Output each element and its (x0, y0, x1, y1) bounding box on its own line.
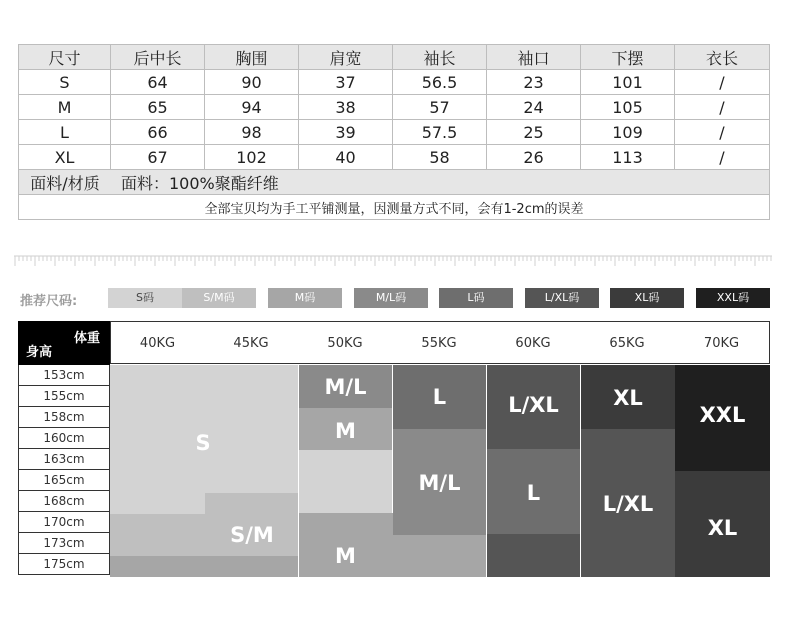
table-row (19, 70, 770, 95)
height-label: 身高 (26, 345, 53, 360)
size-region-label: L/XL (602, 492, 654, 516)
table-cell: 24 (487, 95, 581, 120)
table-cell: 袖长 (393, 45, 487, 70)
height-row-label: 170cm (18, 512, 110, 533)
table-cell: 101 (581, 70, 675, 95)
size-region (205, 493, 298, 514)
height-row-label: 155cm (18, 386, 110, 407)
legend-chip: M/L码 (354, 288, 428, 308)
table-row (19, 95, 770, 120)
size-region-label: M (335, 544, 356, 568)
table-cell: 肩宽 (299, 45, 393, 70)
note-row (19, 195, 770, 220)
size-region (110, 365, 298, 493)
table-cell: 105 (581, 95, 675, 120)
legend-chip: XL码 (610, 288, 684, 308)
table-cell: 尺寸 (19, 45, 111, 70)
table-cell: 25 (487, 120, 581, 145)
size-region-label: L (432, 385, 447, 409)
table-row (19, 145, 770, 170)
fabric-value: 面料：100%聚酯纤维 (121, 173, 279, 193)
table-cell: 下摆 (581, 45, 675, 70)
table-cell: 后中长 (111, 45, 205, 70)
legend-chip: XXL码 (696, 288, 770, 308)
table-cell: 102 (205, 145, 299, 170)
legend-chip: L/XL码 (525, 288, 599, 308)
size-table (18, 44, 770, 220)
fabric-label: 面料/材质 (30, 173, 100, 193)
size-region-label: S (195, 431, 211, 455)
size-region (110, 493, 206, 514)
table-cell: / (675, 145, 770, 170)
table-cell: 56.5 (393, 70, 487, 95)
size-region-label: S/M (230, 523, 274, 547)
legend-chip: L码 (439, 288, 513, 308)
table-cell: L (19, 120, 111, 145)
size-region (299, 450, 392, 513)
table-cell: 37 (299, 70, 393, 95)
weight-header-cell: 65KG (580, 321, 675, 364)
legend-title: 推荐尺码: (20, 294, 78, 309)
table-cell: S (19, 70, 111, 95)
table-cell: 90 (205, 70, 299, 95)
table-cell: 109 (581, 120, 675, 145)
table-cell: / (675, 70, 770, 95)
legend-chip: M码 (268, 288, 342, 308)
table-cell: 40 (299, 145, 393, 170)
table-cell: 94 (205, 95, 299, 120)
table-cell: 57.5 (393, 120, 487, 145)
table-cell: 58 (393, 145, 487, 170)
height-row-label: 173cm (18, 533, 110, 554)
weight-header-cell: 40KG (110, 321, 205, 364)
table-cell: 113 (581, 145, 675, 170)
table-cell: 66 (111, 120, 205, 145)
table-cell: 26 (487, 145, 581, 170)
table-cell: 65 (111, 95, 205, 120)
height-row-label: 168cm (18, 491, 110, 512)
ruler-divider (14, 252, 772, 270)
table-cell: 胸围 (205, 45, 299, 70)
height-row-label: 158cm (18, 407, 110, 428)
fabric-row (19, 170, 770, 195)
size-region (110, 556, 298, 577)
table-cell: / (675, 120, 770, 145)
height-row-label: 165cm (18, 470, 110, 491)
height-row-label: 163cm (18, 449, 110, 470)
size-region-label: M (335, 419, 356, 443)
size-region-label: L/XL (508, 393, 559, 417)
height-row-label: 175cm (18, 554, 110, 575)
size-legend (0, 288, 790, 310)
table-cell: 袖口 (487, 45, 581, 70)
size-region-label: M/L (418, 471, 461, 495)
table-cell: 57 (393, 95, 487, 120)
size-region-label: L (526, 481, 541, 505)
table-cell: / (675, 95, 770, 120)
weight-header-cell: 55KG (392, 321, 487, 364)
table-cell: 39 (299, 120, 393, 145)
weight-header-cell: 70KG (674, 321, 770, 364)
table-cell: XL (19, 145, 111, 170)
fabric-cell (19, 170, 770, 195)
legend-chip: S/M码 (182, 288, 256, 308)
legend-chip: S码 (108, 288, 182, 308)
table-cell: 64 (111, 70, 205, 95)
table-cell: 23 (487, 70, 581, 95)
table-header-row (19, 45, 770, 70)
size-region-label: XL (613, 386, 643, 410)
weight-header-cell: 50KG (298, 321, 393, 364)
height-row-label: 153cm (18, 365, 110, 386)
size-region-label: XL (707, 516, 738, 540)
table-cell: M (19, 95, 111, 120)
grid-corner (18, 321, 110, 365)
height-row-label: 160cm (18, 428, 110, 449)
table-cell: 38 (299, 95, 393, 120)
table-row (19, 120, 770, 145)
size-region-label: XXL (699, 403, 746, 427)
weight-label: 体重 (73, 331, 100, 346)
size-region (487, 534, 580, 577)
table-cell: 98 (205, 120, 299, 145)
size-region-label: M/L (324, 375, 367, 399)
table-cell: 衣长 (675, 45, 770, 70)
measurement-note: 全部宝贝均为手工平铺测量，因测量方式不同，会有1-2cm的误差 (19, 195, 770, 220)
weight-header-cell: 45KG (204, 321, 299, 364)
recommend-grid (18, 321, 770, 577)
weight-header-cell: 60KG (486, 321, 581, 364)
table-cell: 67 (111, 145, 205, 170)
